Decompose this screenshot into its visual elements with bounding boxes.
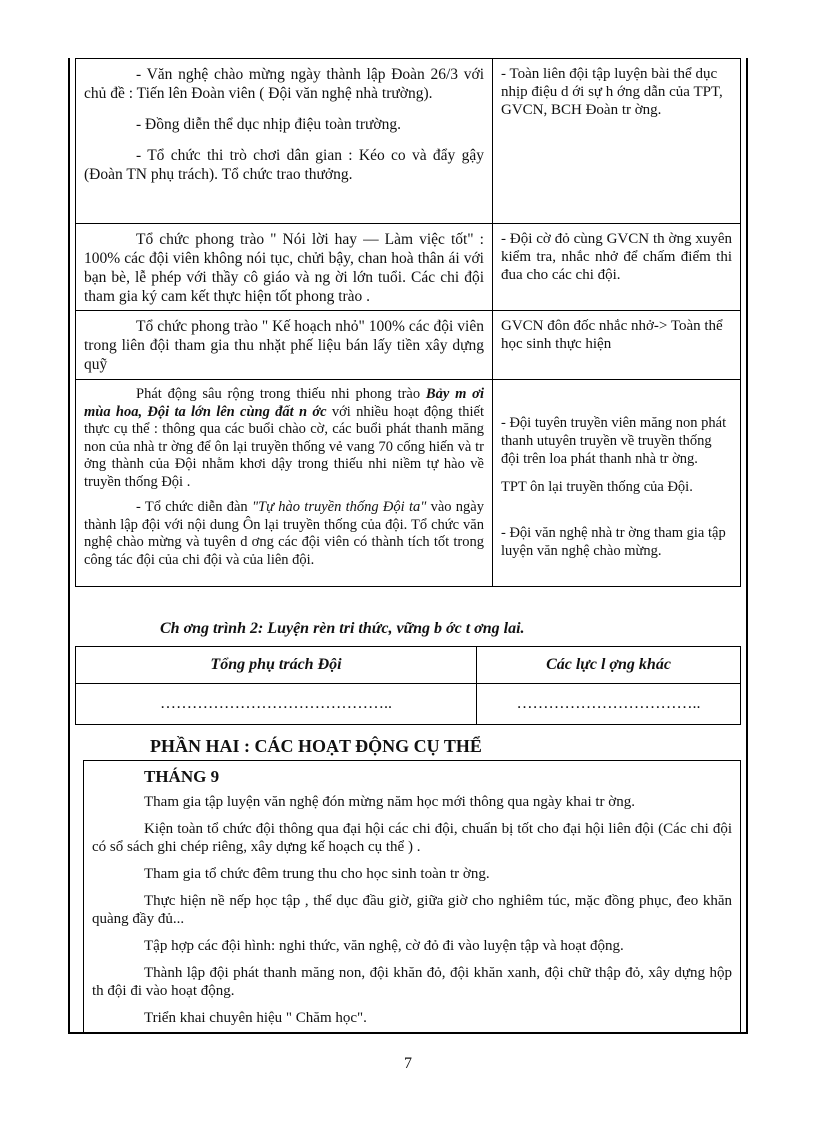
responsible-cell [493,311,741,380]
activity-text-intro: Phát động sâu rộng trong thiếu nhi phong trào [136,386,421,402]
column-header-other: Các lực l ợng khác [477,647,741,684]
activity-text-rest: với nhiều hoạt động thiết thực cụ thể : thông qua các buổi chào cờ, các buổi phát thanh măng non của nhà tr ờng để ôn lại truyền thống vẻ vang 70 cống hiến và tr ởng thành của Đội nhằm khơi dậy trong thiếu nhi niềm tự hào về truyền thống Đội . [84,403,484,490]
responsible-cell [493,224,741,311]
responsible-text: - Đội văn nghệ nhà tr ờng tham gia tập luyện văn nghệ chào mừng. [501,525,726,559]
activity-text [84,386,484,491]
table-row [76,59,741,224]
activity-cell [76,224,493,311]
activity-text [84,499,484,569]
responsible-text: GVCN đôn đốc nhắc nhở-> Toàn thể học sinh thực hiện [501,318,723,352]
table-row [76,647,741,684]
activity-text-rest: vào ngày thành lập đội với nội dung Ôn lại truyền thống của đội. Tổ chức văn nghệ chào mừng và tuyên d ơng các đội viên có thành tích tốt trong công tác đội của chi đội và của liên đội. [84,499,484,568]
activity-plan-table [75,58,741,587]
table-row [76,311,741,380]
list-item: Triển khai chuyên hiệu " Chăm học". [144,1010,367,1026]
list-item: Tham gia tổ chức đêm trung thu cho học sinh toàn tr ờng. [144,866,490,882]
list-item: Tham gia tập luyện văn nghệ đón mừng năm học mới thông qua ngày khai tr ờng. [144,794,635,810]
list-item: Thực hiện nề nếp học tập , thể dục đầu giờ, giữa giờ cho nghiêm túc, mặc đồng phục, đeo khăn quàng đầy đủ... [92,893,732,927]
page-number: 7 [404,1055,412,1072]
forum-title: "Tự hào truyền thống Đội ta" [251,499,427,515]
tpt-value: …………………………………….. [76,684,477,725]
table-row [76,224,741,311]
activity-text: - Văn nghệ chào mừng ngày thành lập Đoàn 26/3 với chủ đề : Tiến lên Đoàn viên ( Đội văn nghệ nhà trường). [84,66,484,102]
campaign-title: Bảy m ơi mùa hoa, Đội ta lớn lên cùng đất n ớc [84,386,484,420]
activity-cell [76,59,493,224]
responsible-cell [493,380,741,587]
activity-text: - Đồng diễn thể dục nhịp điệu toàn trường. [136,116,401,133]
table-row [76,684,741,725]
activity-text: - Tổ chức thi trò chơi dân gian : Kéo co và đẩy gậy (Đoàn TN phụ trách). Tổ chức trao thưởng. [84,147,484,183]
activity-cell [76,380,493,587]
list-item: Thành lập đội phát thanh măng non, đội khăn đỏ, đội khăn xanh, đội chữ thập đỏ, xây dựng hộp th đội đi vào hoạt động. [92,965,732,999]
column-header-tpt: Tổng phụ trách Đội [76,647,477,684]
responsible-text: - Đội cờ đỏ cùng GVCN th ờng xuyên kiểm tra, nhắc nhở để chấm điểm thi đua cho các chi đội. [501,231,732,283]
other-value: …………………………….. [477,684,741,725]
responsible-text: - Đội tuyên truyền viên măng non phát thanh utuyên truyền về truyền thống đội trên loa phát thanh nhà tr ờng. [501,415,727,467]
list-item: Tập hợp các đội hình: nghi thức, văn nghệ, cờ đỏ đi vào luyện tập và hoạt động. [144,938,624,954]
activity-text: Tổ chức phong trào " Kế hoạch nhỏ" 100% các đội viên trong liên đội tham gia thu nhặt phế liệu bán lấy tiền xây dựng quỹ [84,318,484,373]
activity-text: Tổ chức phong trào " Nói lời hay — Làm việc tốt" : 100% các đội viên không nói tục, chửi bậy, chan hoà thân ái với bạn bè, lễ phép với thầy cô giáo và ng ời lớn tuổi. Các chi đội tham gia ký cam kết thực hiện tốt phong trào . [84,231,484,305]
month-section [83,760,741,1033]
activity-cell [76,311,493,380]
program-heading: Ch ơng trình 2: Luyện rèn tri thức, vững b ớc t ơng lai. [160,620,525,637]
table-row [76,380,741,587]
month-title: THÁNG 9 [144,767,220,786]
responsible-text: TPT ôn lại truyền thống của Đội. [501,479,693,495]
part-two-title: PHẦN HAI : CÁC HOẠT ĐỘNG CỤ THỂ [150,736,482,756]
activity-text-intro: - Tổ chức diễn đàn [136,499,248,515]
responsible-text: - Toàn liên đội tập luyện bài thể dục nhịp điệu d ới sự h ớng dẫn của TPT, GVCN, BCH Đoàn tr ờng. [501,66,723,118]
responsible-cell [493,59,741,224]
list-item: Kiện toàn tổ chức đội thông qua đại hội các chi đội, chuẩn bị tốt cho đại hội liên đội (Các chi đội có sổ sách ghi chép riêng, xây dựng kế hoạch cụ thể ) . [92,821,732,855]
program-table [75,646,741,725]
